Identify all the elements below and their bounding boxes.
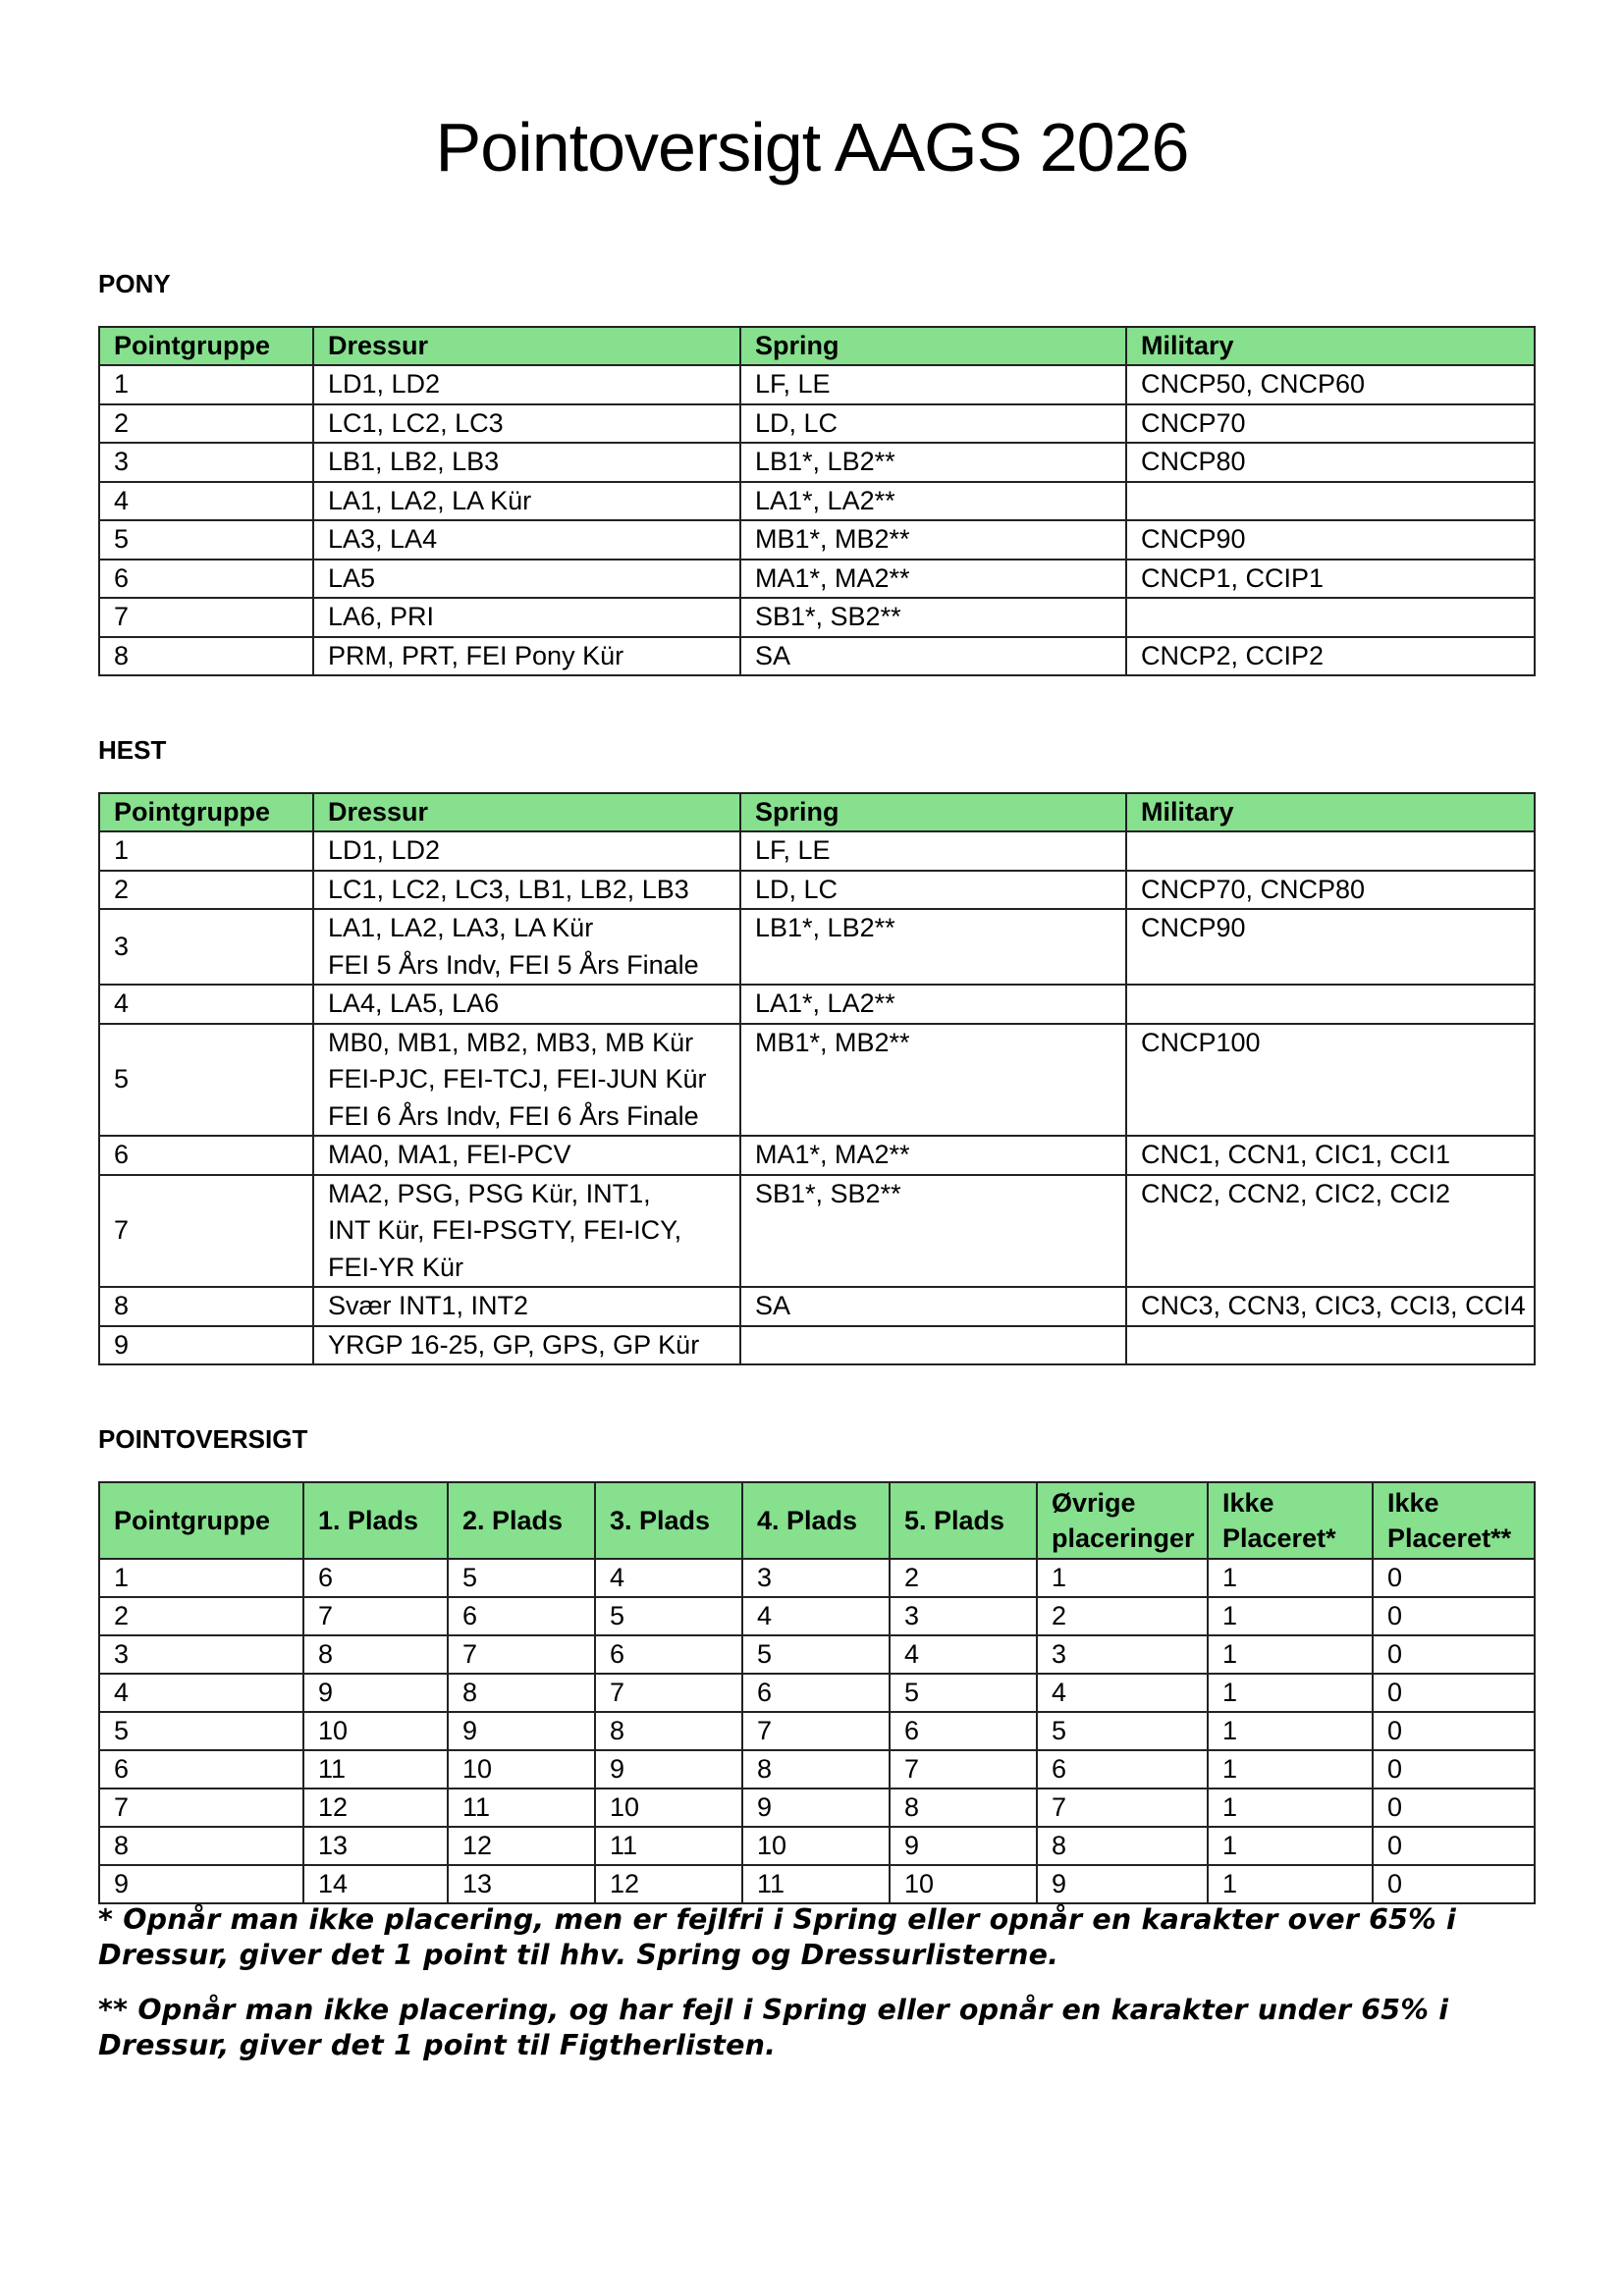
page-title: Pointoversigt AAGS 2026 [435,109,1189,186]
table-row [99,443,1535,482]
dressur-line: Svær INT1, INT2 [328,1291,529,1320]
points-cell: 12 [595,1865,742,1903]
pony-table [98,326,1536,676]
points-cell: 5 [99,1712,303,1750]
dressur-line: LA1, LA2, LA3, LA Kür [328,913,594,942]
points-cell: 8 [99,1827,303,1865]
points-cell: 6 [595,1635,742,1674]
points-cell: 9 [595,1750,742,1789]
dressur-line: FEI-YR Kür [328,1252,464,1282]
dressur-line: LA3, LA4 [328,524,438,554]
military-cell [1126,985,1535,1024]
points-cell: 1 [1208,1865,1373,1903]
table-row [99,520,1535,560]
points-cell: 7 [448,1635,595,1674]
points-cell: 13 [303,1827,448,1865]
column-header-dressur: Dressur [313,327,740,365]
points-cell: 1 [1208,1635,1373,1674]
dressur-line: LD1, LD2 [328,835,441,865]
footnote-double-asterisk: ** Opnår man ikke placering, og har fejl i Spring eller opnår en karakter under 65% i Dressur, giver det 1 point til Figtherlisten. [98,1994,1449,2061]
dressur-cell [313,560,740,599]
points-cell: 8 [1037,1827,1208,1865]
dressur-line: LA1, LA2, LA Kür [328,485,532,515]
points-section-label: POINTOVERSIGT [98,1424,308,1454]
column-header: Ikke Placeret** [1373,1482,1535,1559]
points-cell: 1 [1208,1750,1373,1789]
pointgruppe-cell: 3 [99,443,313,482]
points-cell: 4 [890,1635,1037,1674]
points-cell: 4 [742,1597,890,1635]
table-row [99,1024,1535,1137]
points-cell: 9 [742,1789,890,1827]
pony-table-body [99,365,1535,675]
pointgruppe-cell: 6 [99,1136,313,1175]
dressur-line: FEI 5 Års Indv, FEI 5 Års Finale [328,949,699,980]
spring-cell: LA1*, LA2** [740,482,1126,521]
dressur-line: LC1, LC2, LC3, LB1, LB2, LB3 [328,874,689,904]
spring-cell: LF, LE [740,365,1126,404]
table-row [99,1559,1535,1597]
column-header-spring: Spring [740,327,1126,365]
points-cell: 14 [303,1865,448,1903]
points-cell: 1 [1037,1559,1208,1597]
military-cell: CNCP80 [1126,443,1535,482]
column-header: 2. Plads [448,1482,595,1559]
spring-cell: SB1*, SB2** [740,598,1126,637]
points-cell: 5 [448,1559,595,1597]
points-cell: 8 [448,1674,595,1712]
table-row [99,1865,1535,1903]
points-cell: 12 [303,1789,448,1827]
dressur-line: LA4, LA5, LA6 [328,988,500,1018]
pointgruppe-cell: 7 [99,1175,313,1288]
dressur-cell [313,831,740,871]
points-cell: 0 [1373,1865,1535,1903]
dressur-cell [313,404,740,444]
column-header-military: Military [1126,327,1535,365]
military-cell: CNCP90 [1126,909,1535,985]
points-cell: 0 [1373,1789,1535,1827]
points-cell: 11 [595,1827,742,1865]
points-cell: 4 [595,1559,742,1597]
military-cell: CNCP100 [1126,1024,1535,1137]
points-cell: 9 [1037,1865,1208,1903]
points-cell: 4 [1037,1674,1208,1712]
dressur-cell [313,520,740,560]
points-cell: 6 [890,1712,1037,1750]
points-cell: 6 [1037,1750,1208,1789]
military-cell [1126,831,1535,871]
table-row [99,1674,1535,1712]
pointgruppe-cell: 1 [99,365,313,404]
points-table-header-row [99,1482,1535,1559]
points-cell: 10 [448,1750,595,1789]
table-row [99,560,1535,599]
dressur-cell [313,985,740,1024]
hest-table-header-row [99,793,1535,831]
spring-cell: MB1*, MB2** [740,1024,1126,1137]
military-cell: CNCP50, CNCP60 [1126,365,1535,404]
points-cell: 11 [448,1789,595,1827]
pointgruppe-cell: 4 [99,482,313,521]
points-cell: 1 [1208,1712,1373,1750]
points-cell: 11 [742,1865,890,1903]
pointgruppe-cell: 1 [99,831,313,871]
spring-cell [740,1326,1126,1365]
table-row [99,1827,1535,1865]
dressur-line: LC1, LC2, LC3 [328,407,504,438]
points-cell: 8 [742,1750,890,1789]
dressur-cell [313,1287,740,1326]
points-table-body [99,1559,1535,1903]
points-cell: 6 [99,1750,303,1789]
dressur-line: MB0, MB1, MB2, MB3, MB Kür [328,1027,694,1057]
dressur-cell [313,909,740,985]
points-cell: 0 [1373,1674,1535,1712]
points-cell: 2 [99,1597,303,1635]
pointgruppe-cell: 4 [99,985,313,1024]
points-cell: 5 [595,1597,742,1635]
points-cell: 9 [303,1674,448,1712]
table-row [99,985,1535,1024]
dressur-cell [313,443,740,482]
column-header-military: Military [1126,793,1535,831]
table-row [99,637,1535,676]
military-cell [1126,1326,1535,1365]
points-cell: 7 [303,1597,448,1635]
points-cell: 12 [448,1827,595,1865]
table-row [99,1597,1535,1635]
points-cell: 3 [99,1635,303,1674]
column-header: 5. Plads [890,1482,1037,1559]
spring-cell: LF, LE [740,831,1126,871]
column-header-dressur: Dressur [313,793,740,831]
dressur-cell [313,482,740,521]
dressur-line: PRM, PRT, FEI Pony Kür [328,640,624,670]
points-cell: 10 [595,1789,742,1827]
pointgruppe-cell: 8 [99,637,313,676]
dressur-cell [313,1024,740,1137]
points-cell: 1 [1208,1597,1373,1635]
table-row [99,1326,1535,1365]
pointgruppe-cell: 7 [99,598,313,637]
points-cell: 6 [742,1674,890,1712]
dressur-line: MA2, PSG, PSG Kür, INT1, [328,1178,651,1208]
pointgruppe-cell: 5 [99,1024,313,1137]
table-row [99,1635,1535,1674]
spring-cell: MA1*, MA2** [740,560,1126,599]
spring-cell: LB1*, LB2** [740,443,1126,482]
points-cell: 0 [1373,1559,1535,1597]
dressur-cell [313,871,740,910]
dressur-cell [313,365,740,404]
table-row [99,1136,1535,1175]
points-cell: 0 [1373,1750,1535,1789]
dressur-cell [313,1175,740,1288]
points-cell: 3 [742,1559,890,1597]
points-cell: 0 [1373,1635,1535,1674]
points-cell: 10 [303,1712,448,1750]
table-row [99,1712,1535,1750]
points-cell: 3 [1037,1635,1208,1674]
spring-cell: LA1*, LA2** [740,985,1126,1024]
points-cell: 0 [1373,1712,1535,1750]
military-cell: CNCP2, CCIP2 [1126,637,1535,676]
points-cell: 7 [99,1789,303,1827]
military-cell: CNCP70, CNCP80 [1126,871,1535,910]
column-header: 3. Plads [595,1482,742,1559]
military-cell: CNC3, CCN3, CIC3, CCI3, CCI4 [1126,1287,1535,1326]
pointgruppe-cell: 6 [99,560,313,599]
table-row [99,365,1535,404]
points-cell: 13 [448,1865,595,1903]
points-cell: 1 [1208,1789,1373,1827]
dressur-cell [313,637,740,676]
points-cell: 7 [1037,1789,1208,1827]
points-cell: 4 [99,1674,303,1712]
hest-table [98,792,1536,1365]
dressur-line: FEI-PJC, FEI-TCJ, FEI-JUN Kür [328,1064,707,1094]
points-cell: 5 [742,1635,890,1674]
points-cell: 7 [890,1750,1037,1789]
column-header-pointgruppe: Pointgruppe [99,793,313,831]
points-cell: 1 [1208,1559,1373,1597]
military-cell: CNCP1, CCIP1 [1126,560,1535,599]
spring-cell: LD, LC [740,871,1126,910]
points-cell: 0 [1373,1597,1535,1635]
points-cell: 9 [448,1712,595,1750]
column-header-spring: Spring [740,793,1126,831]
column-header: Pointgruppe [99,1482,303,1559]
table-row [99,831,1535,871]
military-cell [1126,598,1535,637]
pointgruppe-cell: 2 [99,871,313,910]
military-cell: CNCP90 [1126,520,1535,560]
table-row [99,598,1535,637]
spring-cell: LB1*, LB2** [740,909,1126,985]
table-row [99,404,1535,444]
points-cell: 6 [448,1597,595,1635]
dressur-line: MA0, MA1, FEI-PCV [328,1140,571,1169]
table-row [99,909,1535,985]
table-row [99,482,1535,521]
points-cell: 10 [890,1865,1037,1903]
pony-section-label: PONY [98,269,171,298]
points-cell: 0 [1373,1827,1535,1865]
points-cell: 5 [890,1674,1037,1712]
points-cell: 1 [99,1559,303,1597]
points-cell: 3 [890,1597,1037,1635]
points-cell: 7 [742,1712,890,1750]
points-cell: 11 [303,1750,448,1789]
points-table [98,1481,1536,1904]
points-cell: 10 [742,1827,890,1865]
military-cell: CNC2, CCN2, CIC2, CCI2 [1126,1175,1535,1288]
column-header: 1. Plads [303,1482,448,1559]
footnote-single-asterisk: * Opnår man ikke placering, men er fejlfri i Spring eller opnår en karakter over 65% i Dressur, giver det 1 point til hhv. Spring og Dressurlisterne. [98,1903,1457,1971]
dressur-line: FEI 6 Års Indv, FEI 6 Års Finale [328,1100,699,1131]
points-cell: 8 [890,1789,1037,1827]
points-cell: 1 [1208,1827,1373,1865]
table-row [99,1750,1535,1789]
dressur-line: INT Kür, FEI-PSGTY, FEI-ICY, [328,1215,682,1245]
pony-table-header-row [99,327,1535,365]
hest-section-label: HEST [98,735,167,765]
points-cell: 5 [1037,1712,1208,1750]
hest-table-body [99,831,1535,1364]
pointgruppe-cell: 5 [99,520,313,560]
dressur-line: LA6, PRI [328,602,435,631]
pointgruppe-cell: 3 [99,909,313,985]
military-cell [1126,482,1535,521]
points-cell: 6 [303,1559,448,1597]
pointgruppe-cell: 9 [99,1326,313,1365]
spring-cell: MA1*, MA2** [740,1136,1126,1175]
dressur-cell [313,598,740,637]
dressur-cell [313,1136,740,1175]
dressur-line: YRGP 16-25, GP, GPS, GP Kür [328,1329,700,1360]
table-row [99,1287,1535,1326]
spring-cell: SA [740,637,1126,676]
pointgruppe-cell: 8 [99,1287,313,1326]
points-cell: 2 [1037,1597,1208,1635]
points-cell: 9 [890,1827,1037,1865]
points-cell: 8 [303,1635,448,1674]
spring-cell: SA [740,1287,1126,1326]
spring-cell: SB1*, SB2** [740,1175,1126,1288]
spring-cell: MB1*, MB2** [740,520,1126,560]
column-header: Øvrige placeringer [1037,1482,1208,1559]
points-cell: 2 [890,1559,1037,1597]
points-cell: 8 [595,1712,742,1750]
spring-cell: LD, LC [740,404,1126,444]
table-row [99,871,1535,910]
column-header: 4. Plads [742,1482,890,1559]
column-header-pointgruppe: Pointgruppe [99,327,313,365]
column-header: Ikke Placeret* [1208,1482,1373,1559]
dressur-line: LA5 [328,562,376,593]
points-cell: 7 [595,1674,742,1712]
points-cell: 1 [1208,1674,1373,1712]
dressur-line: LB1, LB2, LB3 [328,447,500,476]
table-row [99,1789,1535,1827]
points-cell: 9 [99,1865,303,1903]
military-cell: CNC1, CCN1, CIC1, CCI1 [1126,1136,1535,1175]
dressur-line: LD1, LD2 [328,369,441,399]
table-row [99,1175,1535,1288]
dressur-cell [313,1326,740,1365]
military-cell: CNCP70 [1126,404,1535,444]
pointgruppe-cell: 2 [99,404,313,444]
